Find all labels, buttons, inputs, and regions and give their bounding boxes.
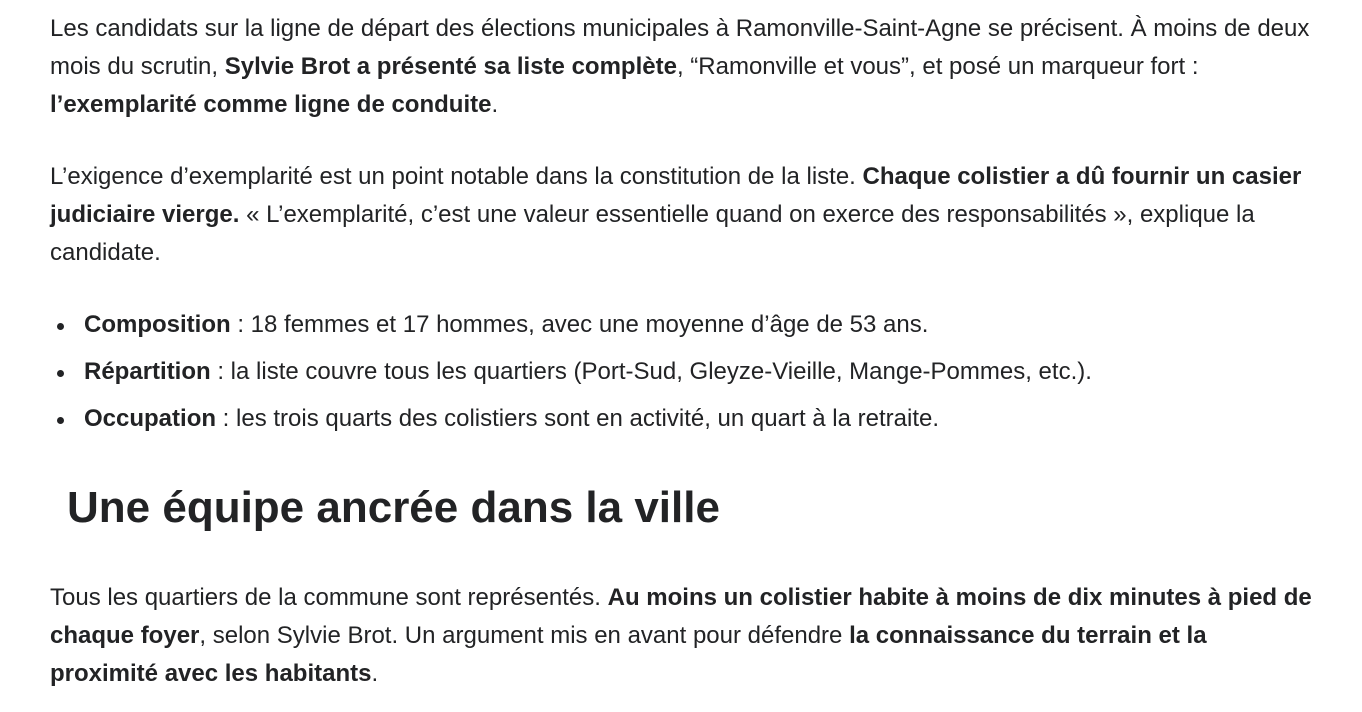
text-segment: « L’exemplarité, c’est une valeur essentielle quand on exerce des responsabilités », explique la candidate.: [50, 201, 1255, 266]
bold-segment: l’exemplarité comme ligne de conduite: [50, 91, 492, 118]
text-segment: .: [491, 91, 499, 118]
list-item-text: [84, 400, 939, 438]
text-segment: , “Ramonville et vous”, et posé un marqueur fort :: [676, 53, 1199, 80]
bullet-dot-icon: [57, 370, 64, 377]
bullet-dot-icon: [57, 323, 64, 330]
text-segment: , selon Sylvie Brot. Un argument mis en avant pour défendre: [199, 622, 850, 649]
list-item-text: [84, 306, 928, 344]
list-item-detail: : la liste couvre tous les quartiers (Port-Sud, Gleyze-Vieille, Mange-Pommes, etc.).: [210, 358, 1092, 385]
text-segment: Les candidats sur la ligne de départ des élections municipales à Ramonville-Saint-Agne se précisent. À moins de deux mois du scrutin,: [50, 15, 1310, 80]
bold-segment: la connaissance du terrain et la proximité avec les habitants: [50, 622, 1207, 687]
list-item-text: [84, 353, 1092, 391]
bullet-dot-icon: [57, 417, 64, 424]
section-heading: Une équipe ancrée dans la ville: [67, 483, 720, 532]
intro-paragraph: [50, 10, 1320, 124]
section-paragraph: [50, 579, 1320, 693]
bold-segment: Au moins un colistier habite à moins de dix minutes à pied de chaque foyer: [50, 584, 1312, 649]
list-item-label: Occupation: [84, 405, 217, 432]
list-item-detail: : 18 femmes et 17 hommes, avec une moyenne d’âge de 53 ans.: [230, 311, 929, 338]
list-item-label: Composition: [84, 311, 231, 338]
list-item-label: Répartition: [84, 358, 211, 385]
text-segment: L’exigence d’exemplarité est un point notable dans la constitution de la liste.: [50, 163, 863, 190]
bold-segment: Chaque colistier a dû fournir un casier judiciaire vierge.: [50, 163, 1302, 228]
text-segment: Tous les quartiers de la commune sont représentés.: [50, 584, 608, 611]
bold-segment: Sylvie Brot a présenté sa liste complète: [224, 53, 677, 80]
text-segment: .: [371, 660, 379, 687]
list-item-detail: : les trois quarts des colistiers sont en activité, un quart à la retraite.: [216, 405, 940, 432]
exemplarity-paragraph: [50, 158, 1320, 272]
